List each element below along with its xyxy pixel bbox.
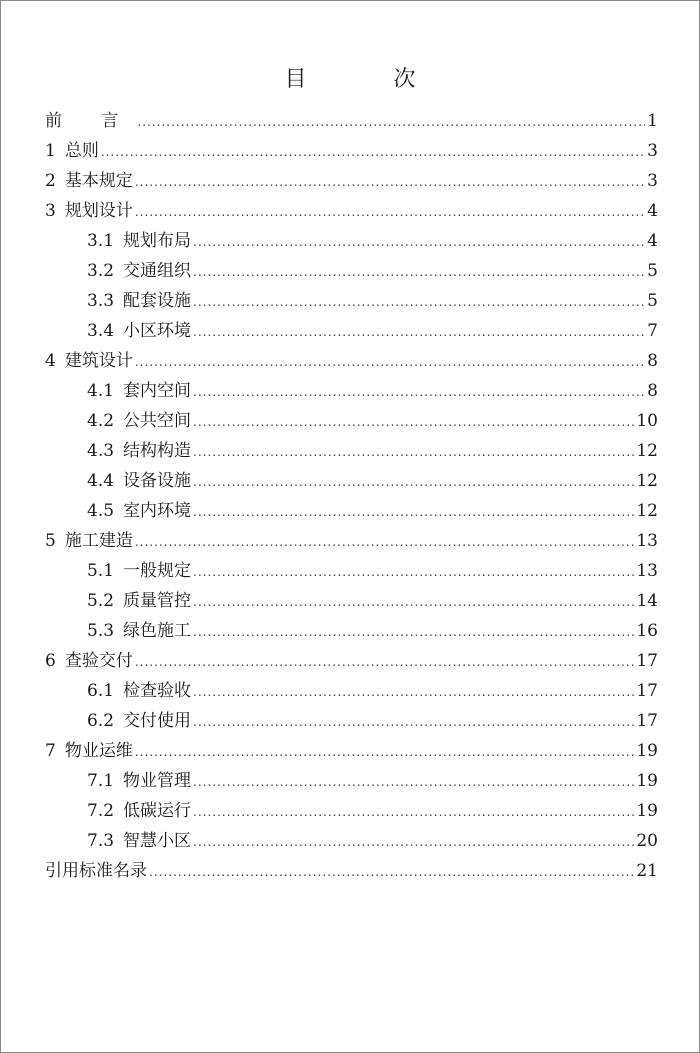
toc-entry-page-number: 7	[647, 321, 658, 341]
toc-entry[interactable]	[45, 376, 658, 406]
toc-entry-label: 小区环境	[123, 321, 192, 341]
dot-leader	[135, 347, 645, 377]
toc-entry-page-number: 12	[636, 501, 658, 521]
toc-entry-number: 3.1	[87, 231, 115, 251]
toc-entry-page-number: 16	[636, 621, 658, 641]
toc-entry-label: 绿色施工	[123, 621, 192, 641]
toc-entry-number: 6.2	[87, 711, 115, 731]
dot-leader	[193, 767, 634, 797]
toc-entry-label: 物业管理	[123, 771, 192, 791]
toc-entry-number: 5.1	[87, 561, 115, 581]
dot-leader	[135, 167, 645, 197]
toc-entry-number: 4.4	[87, 471, 115, 491]
toc-entry-label: 物业运维	[64, 741, 133, 761]
dot-leader	[193, 407, 634, 437]
toc-entry-number: 3.2	[87, 261, 115, 281]
toc-entry[interactable]	[45, 106, 658, 136]
dot-leader	[193, 557, 634, 587]
dot-leader	[193, 617, 634, 647]
toc-entry-label: 交付使用	[123, 711, 192, 731]
toc-entry-label: 智慧小区	[123, 831, 192, 851]
dot-leader	[193, 707, 634, 737]
dot-leader	[193, 677, 634, 707]
toc-entry-page-number: 8	[647, 351, 658, 371]
toc-entry-page-number: 13	[636, 531, 658, 551]
toc-entry-number: 6.1	[87, 681, 115, 701]
dot-leader	[101, 137, 645, 167]
dot-leader	[135, 527, 635, 557]
toc-entry[interactable]	[45, 796, 658, 826]
toc-entry-page-number: 17	[636, 681, 658, 701]
dot-leader	[135, 197, 645, 227]
toc-entry-number: 5.2	[87, 591, 115, 611]
toc-entry-page-number: 1	[647, 111, 658, 131]
dot-leader	[193, 377, 645, 407]
toc-entry-number: 4.2	[87, 411, 115, 431]
toc-entry-label: 施工建造	[64, 531, 133, 551]
toc-entry-page-number: 3	[647, 141, 658, 161]
toc-entry-label: 规划布局	[123, 231, 192, 251]
toc-entry-label: 引用标准名录	[45, 861, 147, 881]
toc-entry[interactable]	[45, 406, 658, 436]
toc-entry-page-number: 20	[636, 831, 658, 851]
toc-entry-number: 3.4	[87, 321, 115, 341]
toc-entry-number: 3.3	[87, 291, 115, 311]
toc-entry-number: 4	[45, 351, 56, 371]
dot-leader	[137, 107, 645, 137]
toc-entry-page-number: 13	[636, 561, 658, 581]
toc-entry-number: 7	[45, 741, 56, 761]
toc-entry-page-number: 4	[647, 231, 658, 251]
toc-entry[interactable]	[45, 466, 658, 496]
toc-entry[interactable]	[45, 766, 658, 796]
dot-leader	[193, 437, 634, 467]
toc-entry-page-number: 4	[647, 201, 658, 221]
toc-entry[interactable]	[45, 556, 658, 586]
toc-entry-label: 建筑设计	[64, 351, 133, 371]
toc-entry-page-number: 21	[636, 861, 658, 881]
toc-entry-page-number: 17	[636, 651, 658, 671]
toc-entry-label: 套内空间	[123, 381, 192, 401]
toc-entry-page-number: 19	[636, 771, 658, 791]
toc-entry-page-number: 17	[636, 711, 658, 731]
toc-entry-page-number: 5	[647, 261, 658, 281]
dot-leader	[135, 737, 635, 767]
dot-leader	[193, 797, 634, 827]
toc-entry[interactable]	[45, 676, 658, 706]
toc-entry-number: 5	[45, 531, 56, 551]
toc-entry-number: 7.2	[87, 801, 115, 821]
toc-entry-label: 交通组织	[123, 261, 192, 281]
dot-leader	[193, 257, 645, 287]
toc-entry-page-number: 19	[636, 801, 658, 821]
toc-entry-number: 6	[45, 651, 56, 671]
toc-entry[interactable]	[45, 736, 658, 766]
toc-entry[interactable]	[45, 226, 658, 256]
toc-entry[interactable]	[45, 826, 658, 856]
toc-entry-page-number: 12	[636, 471, 658, 491]
toc-entry-label: 配套设施	[123, 291, 192, 311]
dot-leader	[193, 497, 634, 527]
toc-entry[interactable]	[45, 646, 658, 676]
toc-entry[interactable]	[45, 166, 658, 196]
toc-entry[interactable]	[45, 586, 658, 616]
toc-entry-number: 4.3	[87, 441, 115, 461]
toc-entry-label: 一般规定	[123, 561, 192, 581]
toc-entry[interactable]	[45, 706, 658, 736]
toc-entry[interactable]	[45, 616, 658, 646]
toc-entry-number: 4.5	[87, 501, 115, 521]
dot-leader	[193, 587, 634, 617]
toc-entry[interactable]	[45, 256, 658, 286]
toc-entry[interactable]	[45, 196, 658, 226]
toc-entry-label: 查验交付	[64, 651, 133, 671]
toc-entry-number: 3	[45, 201, 56, 221]
toc-entry-label: 公共空间	[123, 411, 192, 431]
toc-entry-number: 7.3	[87, 831, 115, 851]
toc-entry-label: 室内环境	[123, 501, 192, 521]
toc-entry-label: 规划设计	[64, 201, 133, 221]
toc-entry-label: 基本规定	[64, 171, 133, 191]
toc-entry-page-number: 12	[636, 441, 658, 461]
toc-entry[interactable]	[45, 346, 658, 376]
toc-entry-number: 1	[45, 141, 56, 161]
toc-entry-label: 结构构造	[123, 441, 192, 461]
toc-entry[interactable]	[45, 286, 658, 316]
toc-entry-page-number: 19	[636, 741, 658, 761]
toc-entry-page-number: 3	[647, 171, 658, 191]
toc-entry-page-number: 10	[636, 411, 658, 431]
toc-entry-label: 设备设施	[123, 471, 192, 491]
toc-entry-label: 检查验收	[123, 681, 192, 701]
toc-entry-page-number: 14	[636, 591, 658, 611]
toc-entry[interactable]	[45, 856, 658, 886]
dot-leader	[135, 647, 635, 677]
toc-entry-number: 5.3	[87, 621, 115, 641]
toc-entry-number: 4.1	[87, 381, 115, 401]
toc-entry[interactable]	[45, 496, 658, 526]
toc-entry-label: 前 言	[45, 111, 136, 131]
toc-entry-number: 7.1	[87, 771, 115, 791]
toc-entry-label: 质量管控	[123, 591, 192, 611]
toc-entry-number: 2	[45, 171, 56, 191]
toc-entry[interactable]	[45, 316, 658, 346]
toc-entry[interactable]	[45, 136, 658, 166]
toc-entry-page-number: 5	[647, 291, 658, 311]
dot-leader	[193, 227, 645, 257]
dot-leader	[149, 857, 634, 887]
toc-title: 目 次	[284, 67, 456, 92]
dot-leader	[193, 827, 634, 857]
toc-entry[interactable]	[45, 526, 658, 556]
toc-entry-label: 低碳运行	[123, 801, 192, 821]
toc-entry-label: 总则	[64, 141, 99, 161]
table-of-contents	[45, 106, 658, 886]
toc-entry-page-number: 8	[647, 381, 658, 401]
dot-leader	[193, 317, 645, 347]
dot-leader	[193, 467, 634, 497]
toc-entry[interactable]	[45, 436, 658, 466]
dot-leader	[193, 287, 645, 317]
